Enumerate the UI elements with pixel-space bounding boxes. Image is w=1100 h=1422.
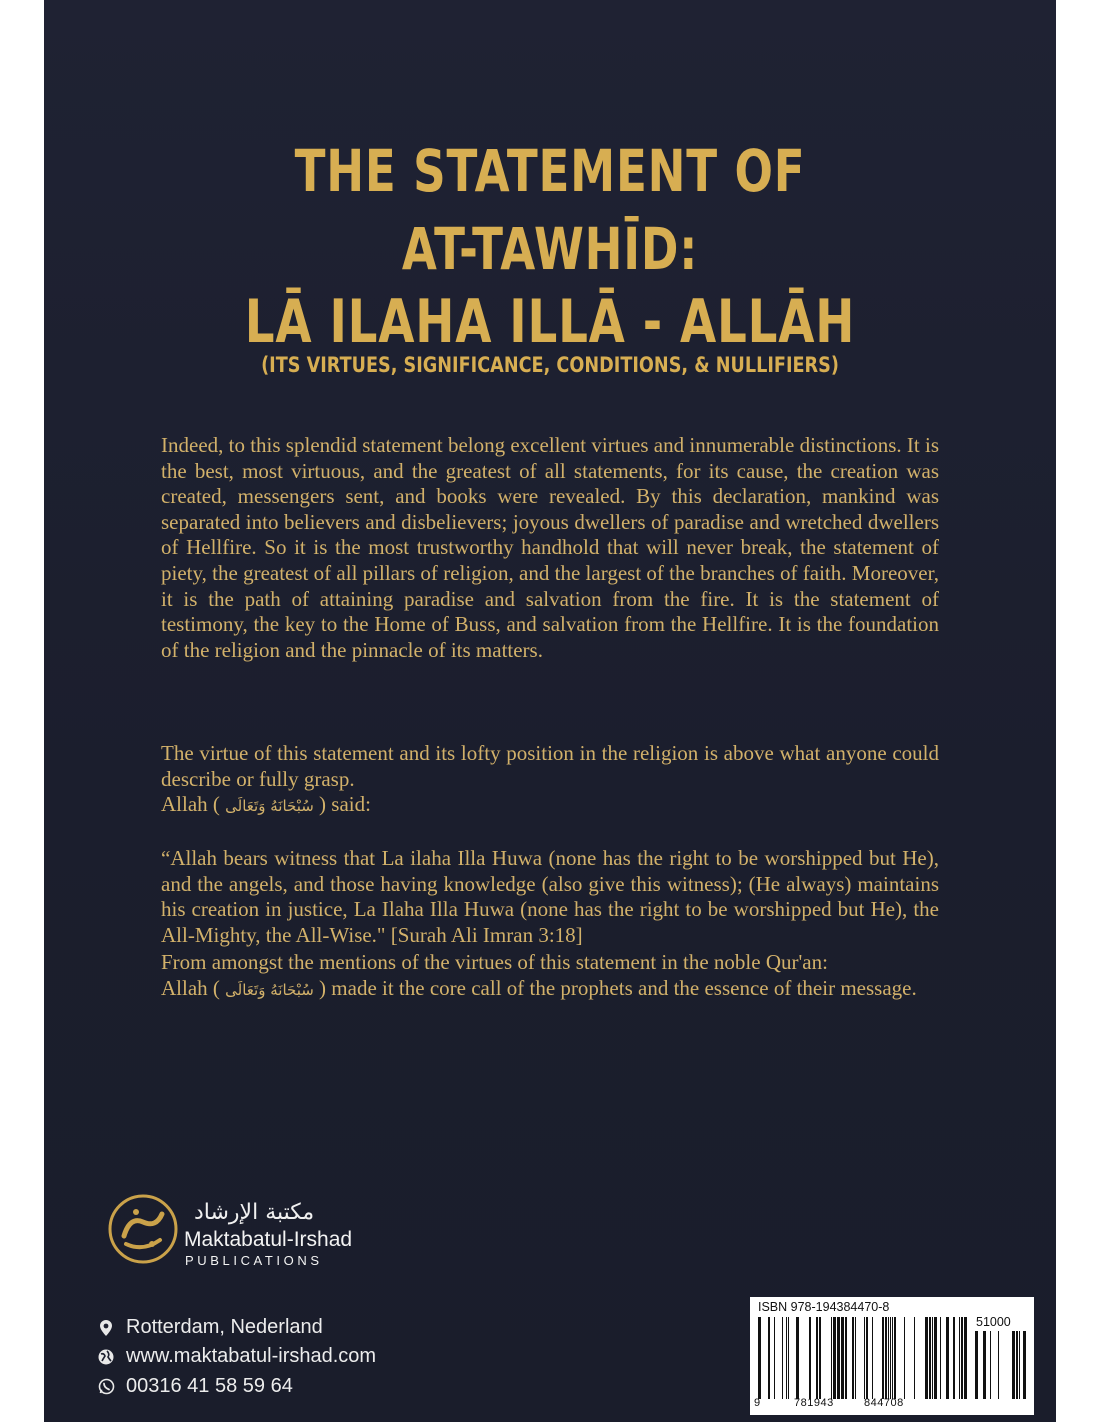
barcode-bars	[758, 1317, 968, 1399]
allah-said-suffix: ) said:	[319, 792, 371, 817]
publisher-name: Maktabatul-Irshad	[184, 1228, 353, 1251]
addon-barcode-bars	[975, 1331, 1029, 1399]
paragraph-virtue	[161, 741, 939, 820]
title-line-2: AT-TAWHĪD:	[401, 215, 699, 283]
isbn-barcode	[750, 1297, 1034, 1415]
contact-location	[96, 1316, 323, 1339]
arabic-honorific-2: سُبْحَانَهُ وَتَعَالَى	[225, 980, 314, 999]
location-pin-icon	[96, 1318, 116, 1338]
barcode-right-digits: 844708	[864, 1397, 904, 1409]
arabic-honorific: سُبْحَانَهُ وَتَعَالَى	[225, 797, 314, 816]
location-text: Rotterdam, Nederland	[126, 1316, 323, 1338]
barcode-left-digits: 781943	[794, 1397, 834, 1409]
allah-prefix: Allah (	[161, 792, 220, 817]
publisher-arabic-name: مكتبة الإرشاد	[194, 1200, 315, 1225]
barcode-lead-digit: 9	[754, 1397, 761, 1409]
quran-quote: “Allah bears witness that La ilaha Illa Huwa (none has the right to be worshipped but He), and the angels, and those having knowledge (also give this witness); (He always) maintains his creation in justice, La Ilaha Illa Huwa (none has the right to be worshipped but He), the All-Mighty, the All-Wise." [Surah Ali Imran 3:18]	[161, 846, 939, 947]
contact-website	[96, 1345, 376, 1368]
title-line-1: THE STATEMENT OF	[294, 137, 806, 205]
phone-text: 00316 41 58 59 64	[126, 1375, 293, 1397]
whatsapp-icon	[96, 1377, 116, 1397]
isbn-label: ISBN 978-194384470-8	[758, 1300, 890, 1314]
irshad-calligraphy-logo-icon	[106, 1192, 180, 1266]
publisher-subtitle: PUBLICATIONS	[185, 1253, 323, 1268]
paragraph-quran-mentions-suffix: ) made it the core call of the prophets and the essence of their message.	[319, 975, 917, 1000]
paragraph-quran-mentions-line: From amongst the mentions of the virtues of this statement in the noble Qur'an:	[161, 950, 828, 974]
contact-phone	[96, 1375, 293, 1398]
title-line-3: LĀ ILAHA ILLĀ - ALLĀH	[244, 287, 856, 357]
paragraph-quran-mentions	[161, 950, 939, 1003]
subtitle: (ITS VIRTUES, SIGNIFICANCE, CONDITIONS, & NULLIFIERS)	[261, 353, 839, 377]
globe-icon	[96, 1347, 116, 1367]
back-cover	[44, 0, 1056, 1422]
website-text: www.maktabatul-irshad.com	[126, 1345, 377, 1367]
paragraph-intro: Indeed, to this splendid statement belong excellent virtues and innumerable distinctions. It is the best, most virtuous, and the greatest of all statements, for its cause, the creation was created, messengers sent, and books were revealed. By this declaration, mankind was separated into believers and disbelievers; joyous dwellers of paradise and wretched dwellers of Hellfire. So it is the most trustworthy handhold that will never break, the statement of piety, the greatest of all pillars of religion, and the largest of the branches of faith. Moreover, it is the path of attaining paradise and salvation from the fire. It is the statement of testimony, the key to the Home of Buss, and salvation from the Hellfire. It is the foundation of the religion and the pinnacle of its matters.	[161, 433, 939, 662]
price-code: 51000	[976, 1315, 1011, 1329]
paragraph-virtue-text: The virtue of this statement and its lofty position in the religion is above what anyone could describe or fully grasp.	[161, 741, 939, 791]
allah-prefix-2: Allah (	[161, 975, 220, 1000]
